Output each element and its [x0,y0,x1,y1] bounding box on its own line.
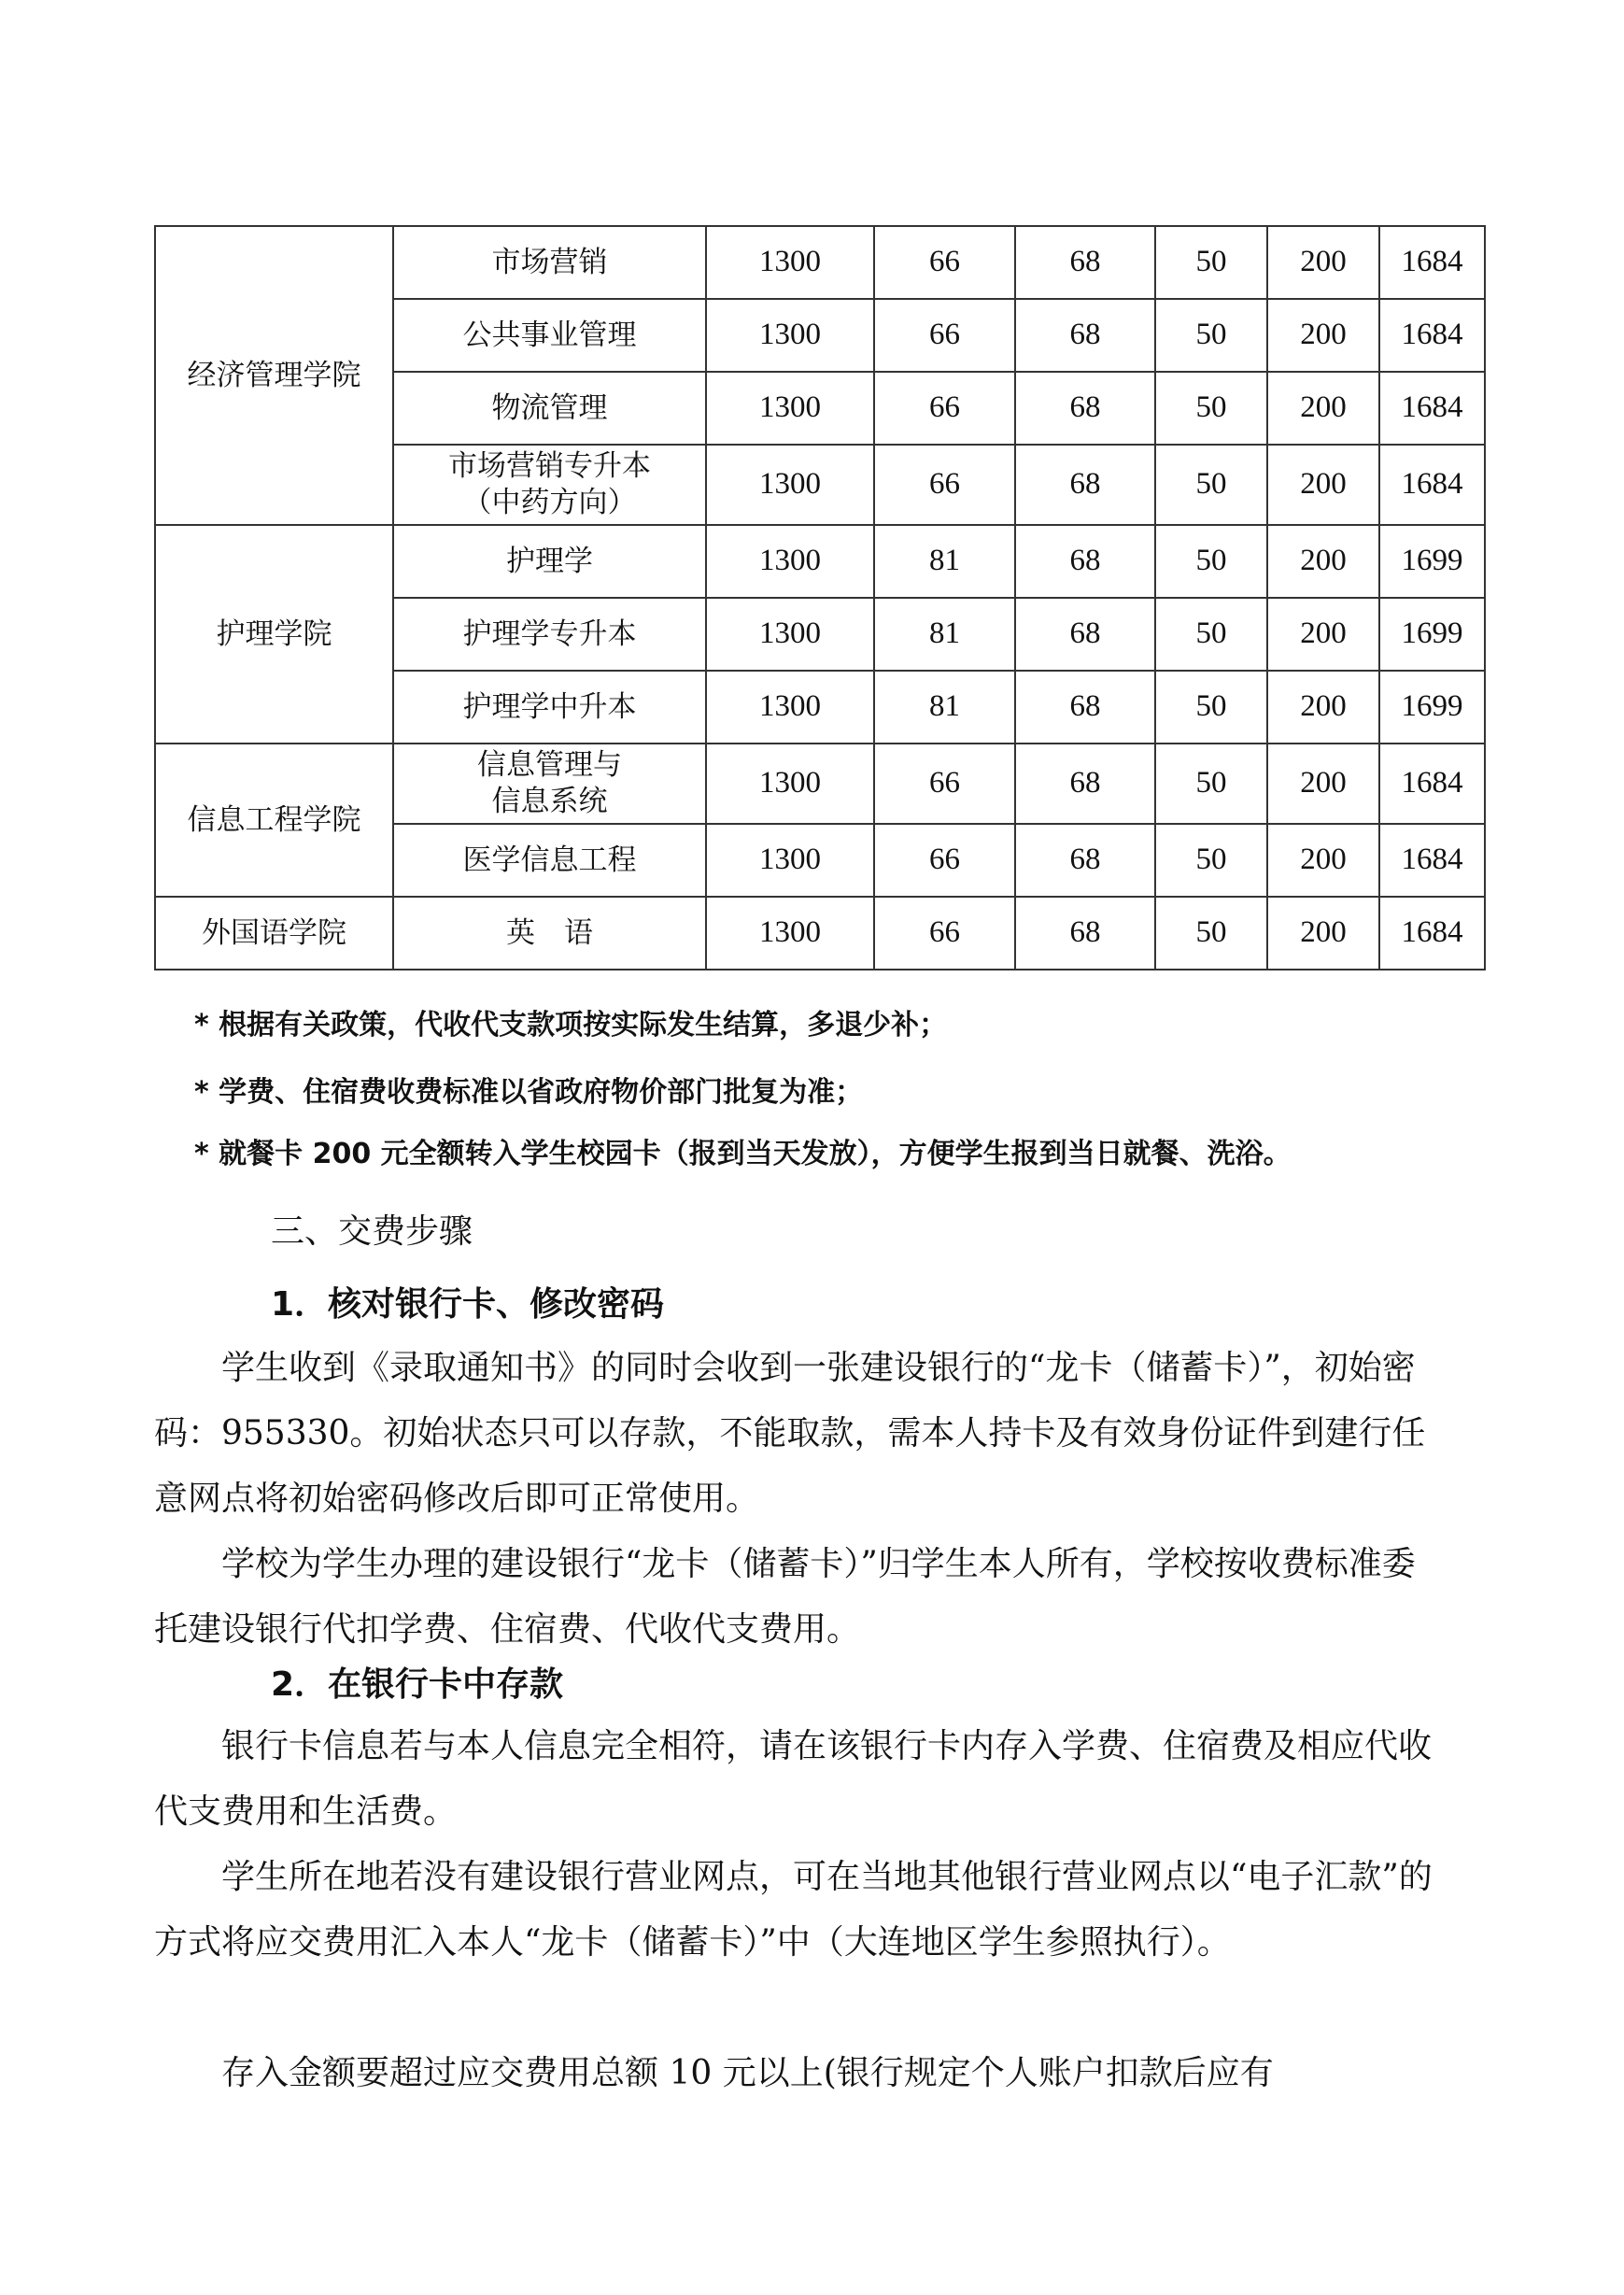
major-cell: 护理学中升本 [393,671,706,744]
value-cell: 66 [874,445,1015,525]
college-cell: 护理学院 [155,525,393,744]
value-cell: 1300 [706,299,874,372]
step1-heading: 1．核对银行卡、修改密码 [271,1285,665,1324]
value-cell: 1300 [706,897,874,970]
value-cell: 50 [1155,897,1267,970]
value-cell: 1684 [1379,744,1485,824]
table-row [155,525,1485,598]
value-cell: 200 [1267,372,1379,445]
major-cell [393,744,706,824]
value-cell: 1699 [1379,598,1485,671]
value-cell: 50 [1155,824,1267,897]
value-cell: 1684 [1379,445,1485,525]
value-cell: 1699 [1379,525,1485,598]
value-cell: 200 [1267,299,1379,372]
value-cell: 200 [1267,897,1379,970]
value-cell: 200 [1267,226,1379,299]
major-cell: 公共事业管理 [393,299,706,372]
value-cell: 66 [874,372,1015,445]
value-cell: 66 [874,824,1015,897]
value-cell: 1300 [706,226,874,299]
major-cell: 护理学 [393,525,706,598]
note-line: * 学费、住宿费收费标准以省政府物价部门批复为准； [194,1076,864,1109]
value-cell: 50 [1155,445,1267,525]
value-cell: 1300 [706,525,874,598]
value-cell: 50 [1155,226,1267,299]
value-cell: 66 [874,897,1015,970]
value-cell: 81 [874,671,1015,744]
value-cell: 68 [1015,744,1155,824]
major-line: 信息系统 [491,785,608,818]
value-cell: 66 [874,226,1015,299]
value-cell: 50 [1155,671,1267,744]
value-cell: 1300 [706,671,874,744]
value-cell: 1300 [706,372,874,445]
value-cell: 1684 [1379,299,1485,372]
value-cell: 1300 [706,445,874,525]
value-cell: 68 [1015,824,1155,897]
value-cell: 1300 [706,598,874,671]
value-cell: 50 [1155,299,1267,372]
note-line: * 根据有关政策，代收代支款项按实际发生结算，多退少补； [194,1009,948,1041]
major-cell: 护理学专升本 [393,598,706,671]
value-cell: 68 [1015,299,1155,372]
table-row [155,744,1485,824]
section-title: 三、交费步骤 [271,1212,473,1251]
value-cell: 50 [1155,372,1267,445]
table-row [155,897,1485,970]
major-line: 信息管理与 [477,748,622,783]
value-cell: 81 [874,598,1015,671]
value-cell: 200 [1267,525,1379,598]
value-cell: 50 [1155,744,1267,824]
value-cell: 81 [874,525,1015,598]
value-cell: 68 [1015,372,1155,445]
step2-heading: 2．在银行卡中存款 [271,1665,564,1704]
note-line: * 就餐卡 200 元全额转入学生校园卡（报到当天发放），方便学生报到当日就餐、洗浴。 [194,1138,1292,1170]
value-cell: 1684 [1379,226,1485,299]
major-line: （中药方向） [462,486,637,519]
value-cell: 66 [874,744,1015,824]
value-cell: 1300 [706,824,874,897]
major-line: 市场营销专升本 [448,449,651,484]
value-cell: 68 [1015,445,1155,525]
college-cell: 外国语学院 [155,897,393,970]
college-cell: 信息工程学院 [155,744,393,897]
step2-paragraph-2: 学生所在地若没有建设银行营业网点，可在当地其他银行营业网点以“电子汇款”的方式将应交费用汇入本人“龙卡（储蓄卡）”中（大连地区学生参照执行）。 [154,1858,1433,1962]
fee-table [154,225,1486,970]
value-cell: 68 [1015,671,1155,744]
value-cell: 200 [1267,445,1379,525]
value-cell: 1684 [1379,372,1485,445]
step1-paragraph-2: 学校为学生办理的建设银行“龙卡（储蓄卡）”归学生本人所有，学校按收费标准委托建设银行代扣学费、住宿费、代收代支费用。 [154,1545,1416,1649]
value-cell: 200 [1267,598,1379,671]
value-cell: 68 [1015,598,1155,671]
value-cell: 68 [1015,525,1155,598]
major-cell [393,445,706,525]
step2-paragraph-1: 银行卡信息若与本人信息完全相符，请在该银行卡内存入学费、住宿费及相应代收代支费用和生活费。 [154,1727,1433,1831]
major-cell: 英 语 [393,897,706,970]
value-cell: 1684 [1379,824,1485,897]
value-cell: 200 [1267,744,1379,824]
value-cell: 200 [1267,824,1379,897]
major-cell: 物流管理 [393,372,706,445]
value-cell: 66 [874,299,1015,372]
major-cell: 医学信息工程 [393,824,706,897]
value-cell: 1684 [1379,897,1485,970]
table-row [155,226,1485,299]
value-cell: 200 [1267,671,1379,744]
major-cell: 市场营销 [393,226,706,299]
value-cell: 50 [1155,525,1267,598]
step1-paragraph-1: 学生收到《录取通知书》的同时会收到一张建设银行的“龙卡（储蓄卡）”，初始密码：955330。初始状态只可以存款，不能取款，需本人持卡及有效身份证件到建行任意网点将初始密码修改后即可正常使用。 [154,1349,1426,1518]
step2-paragraph-3: 存入金额要超过应交费用总额 10 元以上(银行规定个人账户扣款后应有 [221,2054,1274,2092]
value-cell: 68 [1015,226,1155,299]
value-cell: 50 [1155,598,1267,671]
college-cell: 经济管理学院 [155,226,393,525]
value-cell: 1699 [1379,671,1485,744]
value-cell: 1300 [706,744,874,824]
value-cell: 68 [1015,897,1155,970]
